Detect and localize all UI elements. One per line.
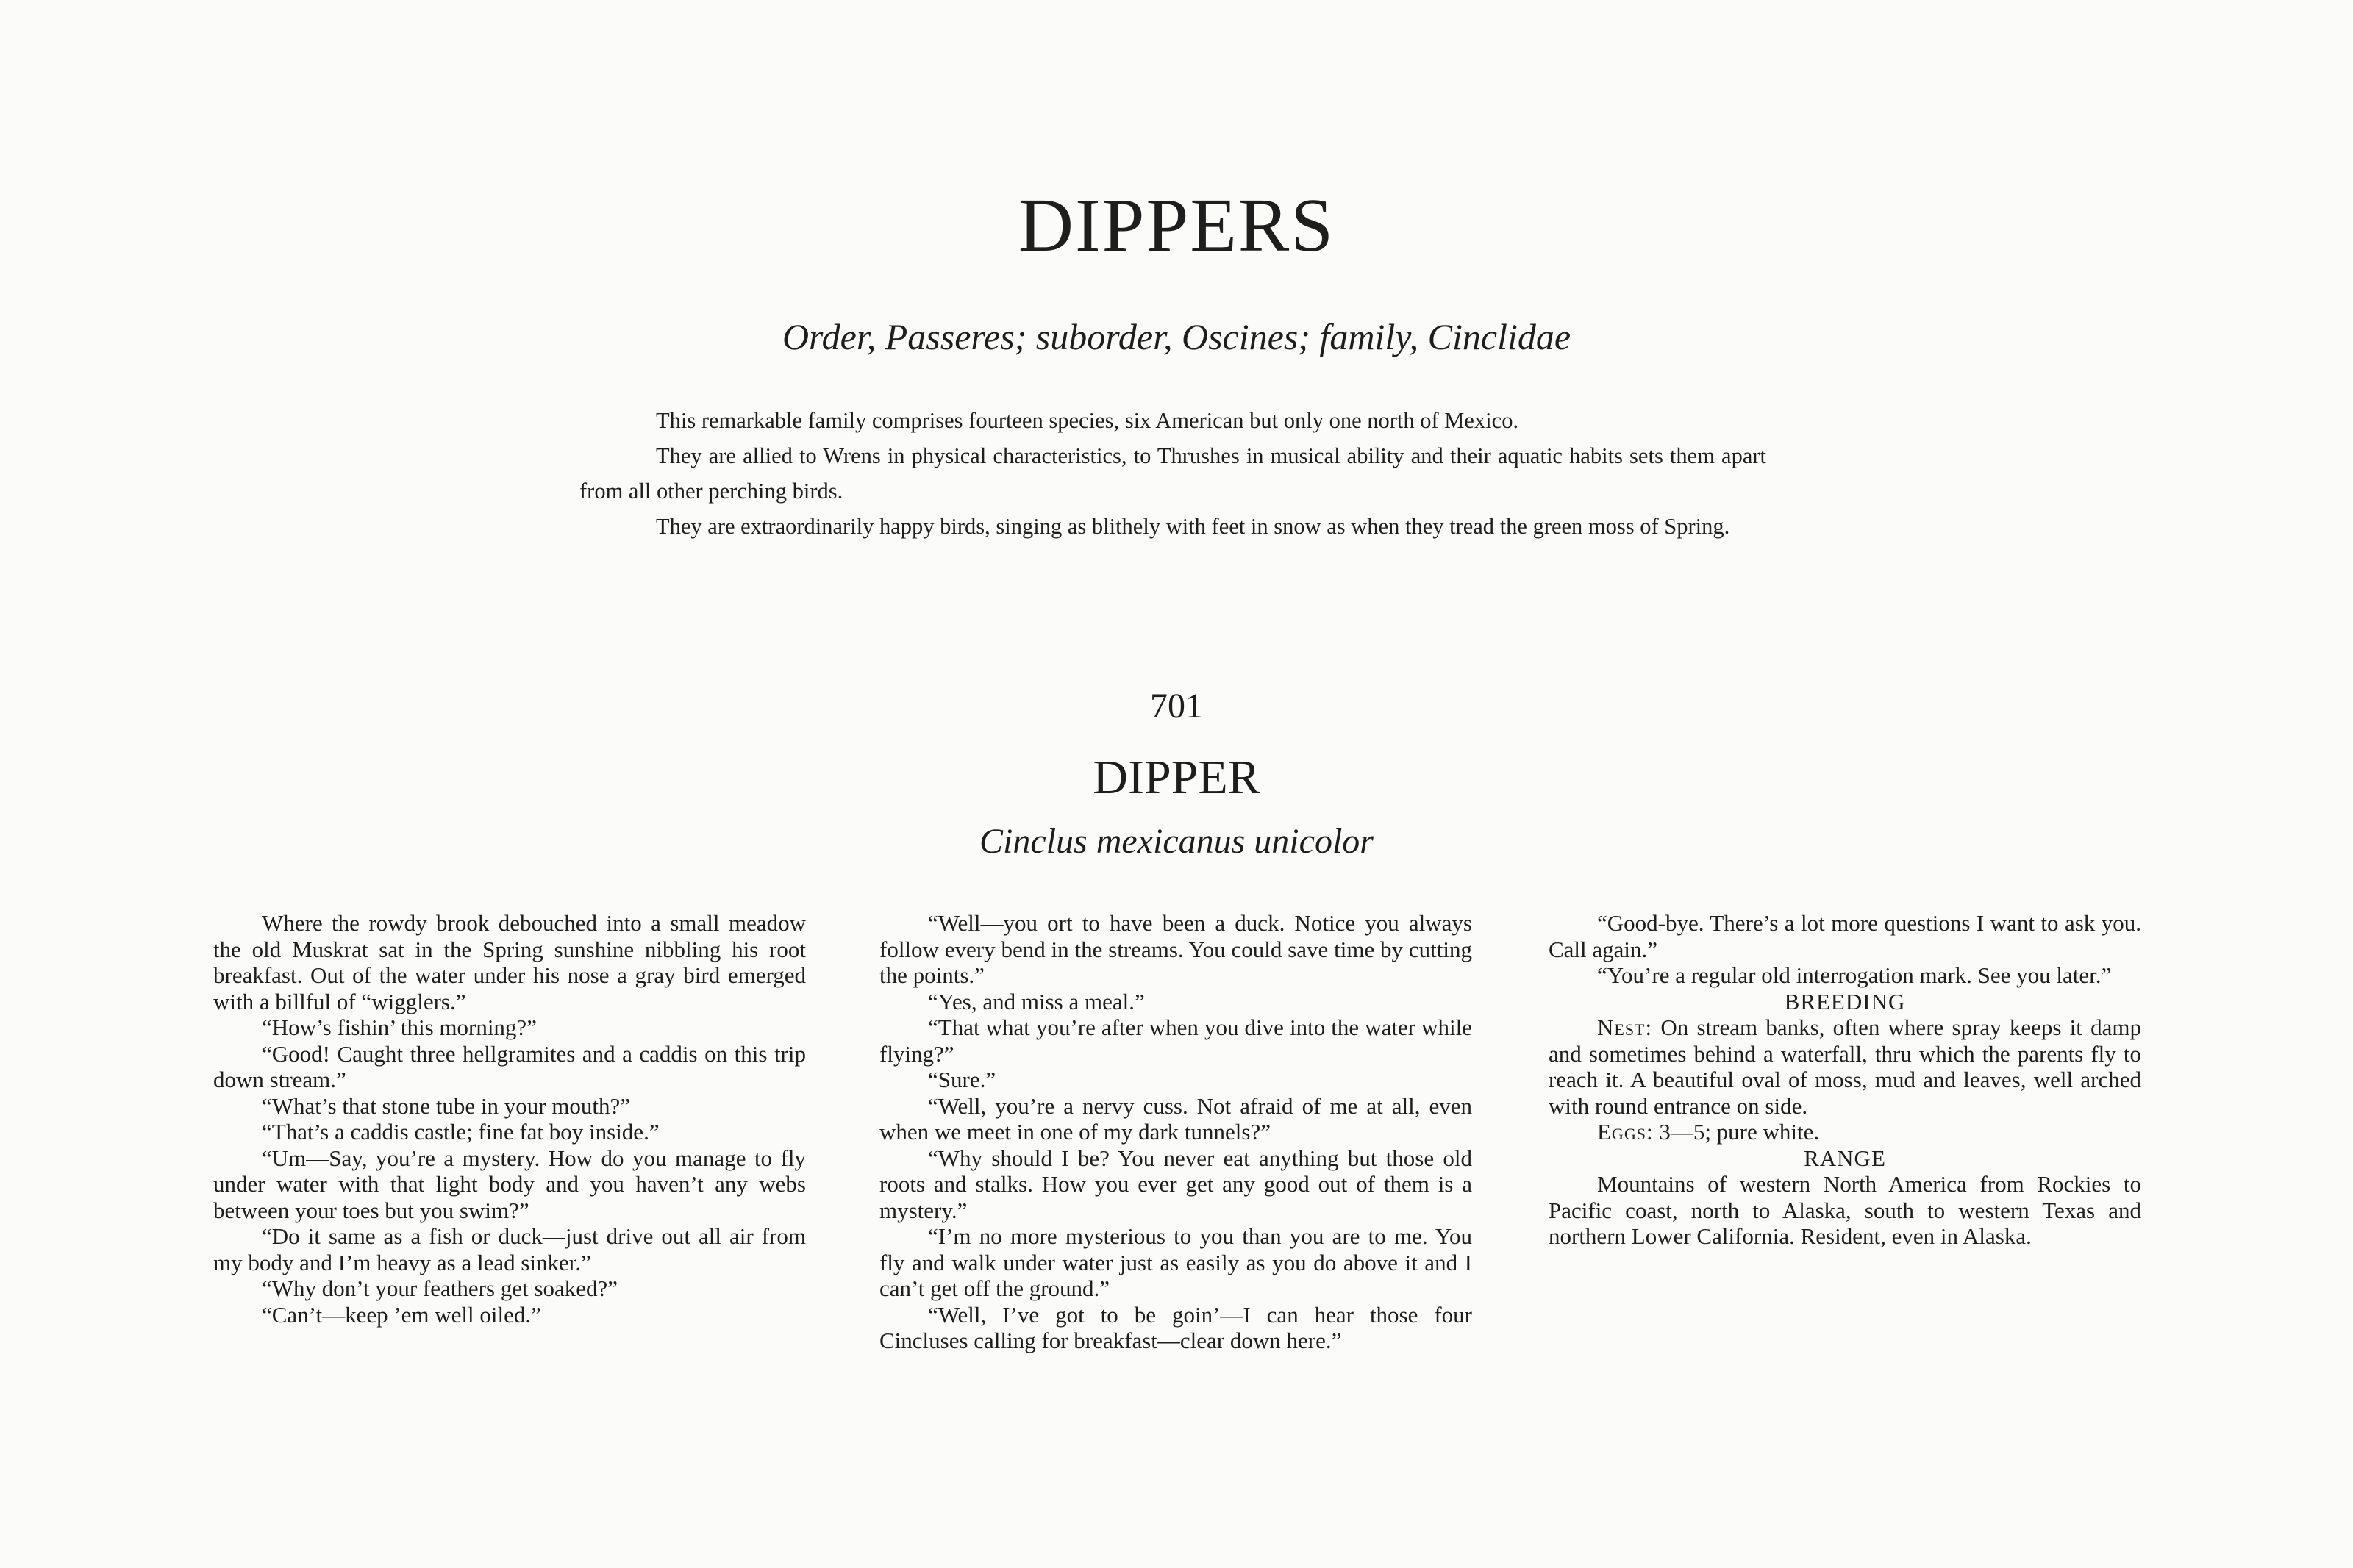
paragraph: “Well, I’ve got to be goin’—I can hear those four Cincluses calling for breakfast—clear down here.” xyxy=(879,1301,1472,1353)
paragraph: “Sure.” xyxy=(928,1067,996,1092)
paragraph: Where the rowdy brook debouched into a small meadow the old Muskrat sat in the Spring sunshine nibbling his root breakfast. Out of the water under his nose a gray bird emerged with a billful of “wigglers.” xyxy=(213,910,806,1014)
paragraph: “Well—you ort to have been a duck. Notice you always follow every bend in the streams. You could save time by cutting the points.” xyxy=(879,910,1472,988)
paragraph: “You’re a regular old interrogation mark. See you later.” xyxy=(1597,962,2112,988)
intro-paragraph: This remarkable family comprises fourteen species, six American but only one north of Mexico. xyxy=(656,408,1519,433)
species-name: DIPPER xyxy=(1093,751,1260,804)
eggs-text: 3—5; pure white. xyxy=(1659,1119,1820,1145)
paragraph: “Good-bye. There’s a lot more questions I want to ask you. Call again.” xyxy=(1549,910,2141,962)
intro-paragraph: They are extraordinarily happy birds, singing as blithely with feet in snow as when they tread the green moss of Spring. xyxy=(656,514,1730,539)
breeding-heading: BREEDING xyxy=(1784,988,1906,1014)
paragraph: “Yes, and miss a meal.” xyxy=(928,988,1145,1014)
paragraph: “Um—Say, you’re a mystery. How do you manage to fly under water with that light body and you haven’t any webs between your toes but you swim?” xyxy=(213,1145,806,1223)
family-intro xyxy=(579,403,1766,544)
paragraph: “Well, you’re a nervy cuss. Not afraid of me at all, even when we meet in one of my dark tunnels?” xyxy=(879,1092,1472,1145)
paragraph: “What’s that stone tube in your mouth?” xyxy=(262,1092,631,1119)
nest-paragraph xyxy=(1549,1014,2141,1119)
eggs-paragraph xyxy=(1549,1119,2141,1145)
text-column-2 xyxy=(879,910,1472,1354)
range-text: Mountains of western North America from Rockies to Pacific coast, north to Alaska, south to western Texas and northern Lower California. Resident, even in Alaska. xyxy=(1549,1171,2141,1249)
paragraph: “Do it same as a fish or duck—just drive out all air from my body and I’m heavy as a lead sinker.” xyxy=(213,1223,806,1275)
nest-label: Nest: xyxy=(1597,1014,1653,1040)
text-column-3 xyxy=(1549,910,2141,1250)
species-number: 701 xyxy=(1150,687,1203,726)
text-column-1 xyxy=(213,910,806,1328)
paragraph: “Can’t—keep ’em well oiled.” xyxy=(262,1301,541,1328)
family-title: DIPPERS xyxy=(1018,183,1335,268)
nest-text: On stream banks, often where spray keeps it damp and sometimes behind a waterfall, thru which the parents fly to reach it. A beautiful oval of moss, mud and leaves, well arched with round entrance on side. xyxy=(1549,1014,2142,1119)
intro-paragraph: They are allied to Wrens in physical characteristics, to Thrushes in musical ability and their aquatic habits sets them apart from all other perching birds. xyxy=(579,443,1766,504)
paragraph: “Good! Caught three hellgramites and a caddis on this trip down stream.” xyxy=(213,1040,806,1092)
paragraph: “That what you’re after when you dive into the water while flying?” xyxy=(879,1014,1472,1067)
paragraph: “How’s fishin’ this morning?” xyxy=(262,1014,537,1040)
species-latin-name: Cinclus mexicanus unicolor xyxy=(979,822,1374,861)
eggs-label: Eggs: xyxy=(1597,1119,1654,1145)
paragraph: “That’s a caddis castle; fine fat boy inside.” xyxy=(262,1119,660,1145)
family-classification: Order, Passeres; suborder, Oscines; family, Cinclidae xyxy=(782,316,1571,357)
paragraph: “Why don’t your feathers get soaked?” xyxy=(262,1275,618,1301)
paragraph: “I’m no more mysterious to you than you are to me. You fly and walk under water just as easily as you do above it and I can’t get off the ground.” xyxy=(879,1223,1472,1301)
paragraph: “Why should I be? You never eat anything but those old roots and stalks. How you ever get any good out of them is a mystery.” xyxy=(879,1145,1472,1223)
range-heading: RANGE xyxy=(1804,1145,1886,1171)
